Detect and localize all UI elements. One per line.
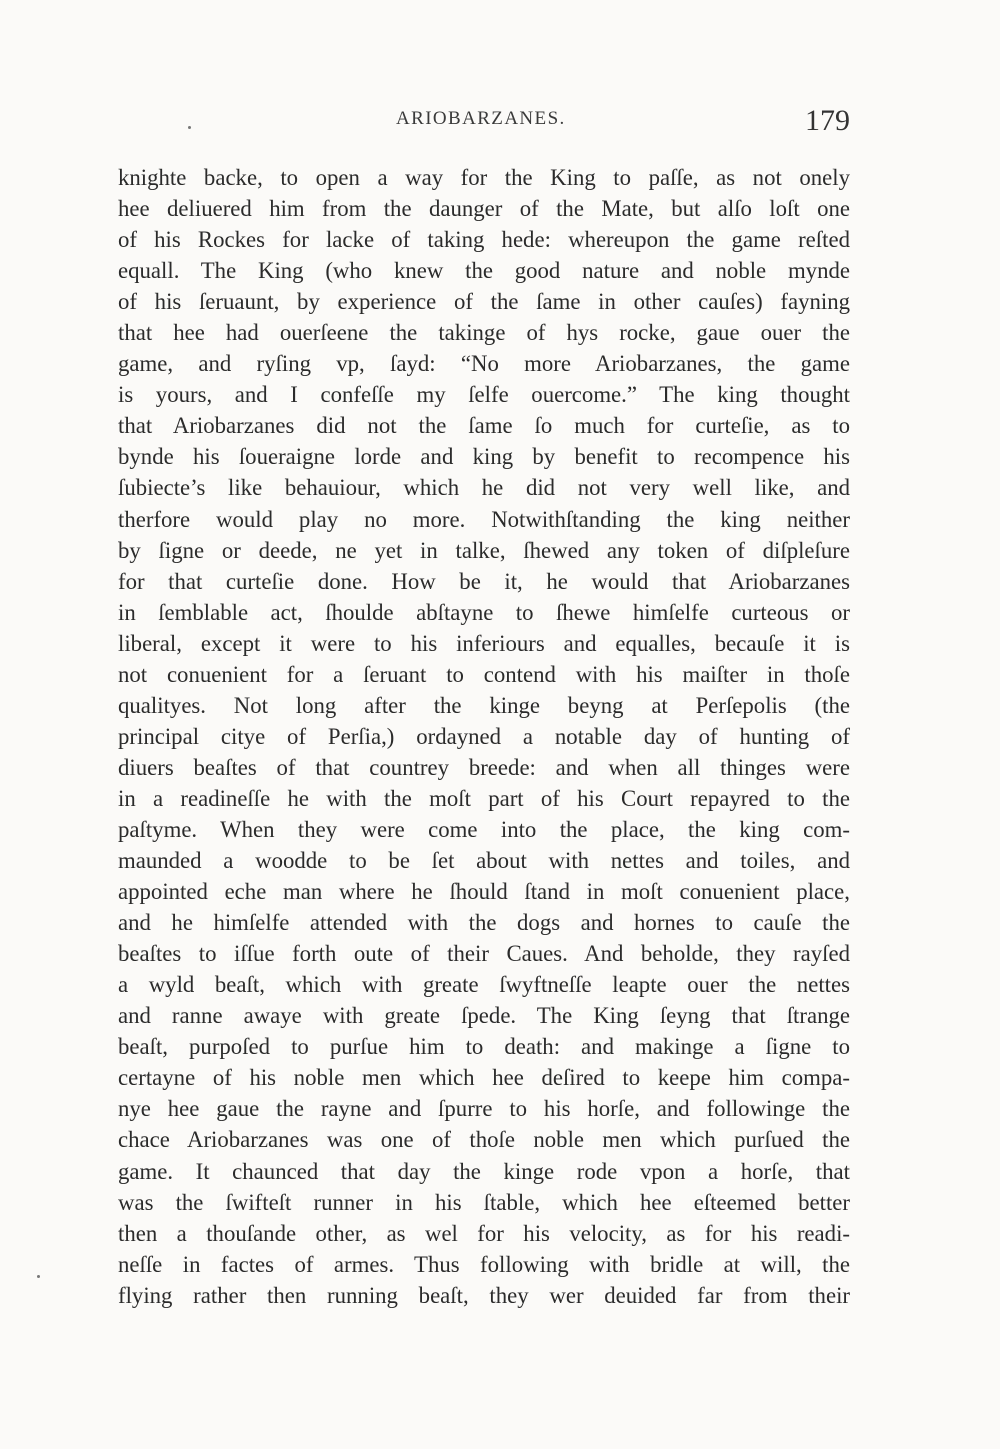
text-line: paſtyme. When they were come into the place, the king com- [118, 816, 850, 842]
text-line: beaſtes to iſſue forth oute of their Caues. And beholde, they rayſed [118, 941, 850, 967]
text-line: neſſe in factes of armes. Thus following with bridle at will, the [118, 1251, 850, 1277]
text-line: in a readineſſe he with the moſt part of his Court repayred to the [118, 785, 850, 811]
text-line: qualityes. Not long after the kinge beyng at Perſepolis (the [118, 692, 850, 718]
text-line: then a thouſande other, as wel for his velocity, as for his readi- [118, 1220, 850, 1246]
text-line: hee deliuered him from the daunger of the Mate, but alſo loſt one [118, 196, 850, 222]
text-line: flying rather then running beaſt, they wer deuided far from their [118, 1282, 850, 1308]
text-line: and he himſelfe attended with the dogs and hornes to cauſe the [118, 910, 850, 936]
text-line: appointed eche man where he ſhould ſtand in moſt conuenient place, [118, 879, 850, 905]
text-line: that hee had ouerſeene the takinge of hys rocke, gaue ouer the [118, 320, 850, 346]
text-line: is yours, and I confeſſe my ſelfe ouercome.” The king thought [118, 382, 850, 408]
text-line: knighte backe, to open a way for the King to paſſe, as not onely [118, 165, 850, 190]
text-line: chace Ariobarzanes was one of thoſe noble men which purſued the [118, 1127, 850, 1153]
text-line: was the ſwifteſt runner in his ſtable, which hee eſteemed better [118, 1189, 850, 1215]
text-line: certayne of his noble men which hee deſired to keepe him compa- [118, 1065, 850, 1091]
running-header [0, 104, 1000, 144]
text-line: nye hee gaue the rayne and ſpurre to his horſe, and followinge the [118, 1096, 850, 1122]
text-line: ſubiecte’s like behauiour, which he did not very well like, and [118, 475, 850, 501]
text-line: and ranne awaye with greate ſpede. The King ſeyng that ſtrange [118, 1003, 850, 1029]
text-line: bynde his ſoueraigne lorde and king by benefit to recompence his [118, 444, 850, 470]
text-line: liberal, except it were to his inferiours and equalles, becauſe it is [118, 630, 850, 656]
text-line: diuers beaſtes of that countrey breede: and when all thinges were [118, 754, 850, 780]
text-line: game. It chaunced that day the kinge rode vpon a horſe, that [118, 1158, 850, 1184]
print-speck [37, 1275, 40, 1278]
text-line: maunded a woodde to be ſet about with nettes and toiles, and [118, 848, 850, 874]
text-line: of his Rockes for lacke of taking hede: whereupon the game reſted [118, 227, 850, 253]
running-title: ARIOBARZANES. [396, 108, 566, 129]
text-line: therfore would play no more. Notwithſtanding the king neither [118, 506, 850, 532]
text-line: in ſemblable act, ſhoulde abſtayne to ſhewe himſelfe curteous or [118, 599, 850, 625]
print-speck [188, 126, 191, 129]
text-line: principal citye of Perſia,) ordayned a notable day of hunting of [118, 723, 850, 749]
text-line: game, and ryſing vp, ſayd: “No more Ariobarzanes, the game [118, 351, 850, 377]
text-line: a wyld beaſt, which with greate ſwyftneſſe leapte ouer the nettes [118, 972, 850, 998]
body-text [118, 162, 850, 1311]
text-line: not conuenient for a ſeruant to contend with his maiſter in thoſe [118, 661, 850, 687]
text-line: beaſt, purpoſed to purſue him to death: and makinge a ſigne to [118, 1034, 850, 1060]
text-line: for that curteſie done. How be it, he would that Ariobarzanes [118, 568, 850, 594]
text-line: that Ariobarzanes did not the ſame ſo much for curteſie, as to [118, 413, 850, 439]
text-line: of his ſeruaunt, by experience of the ſame in other cauſes) fayning [118, 289, 850, 315]
text-line: by ſigne or deede, ne yet in talke, ſhewed any token of diſpleſure [118, 537, 850, 563]
page-number: 179 [805, 104, 850, 137]
text-line: equall. The King (who knew the good nature and noble mynde [118, 258, 850, 284]
